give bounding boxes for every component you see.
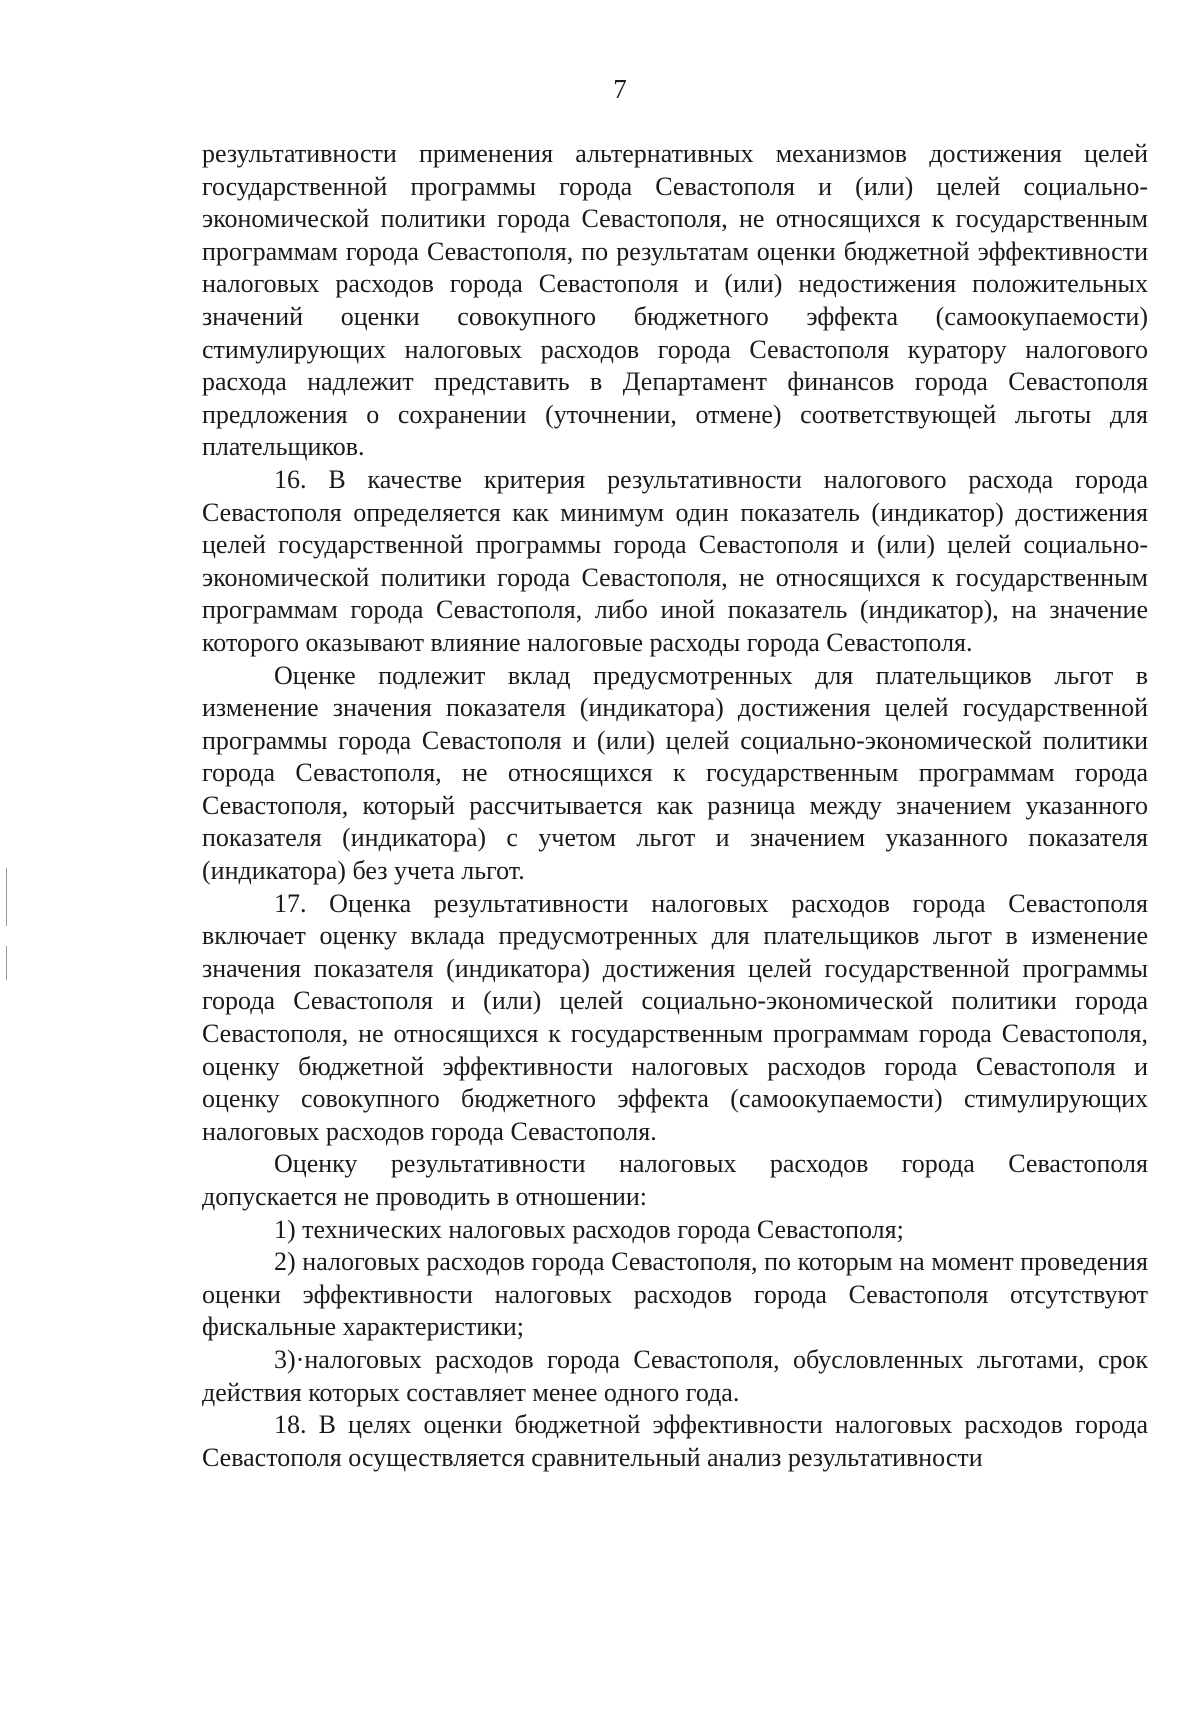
paragraph-17: 17. Оценка результативности налоговых расходов города Севастополя включает оценку вклада предусмотренных для плательщиков льгот в изменение значения показателя (индикатора) достижения целей государственной программы города Севастополя и (или) целей социально-экономической политики города Севастополя, не относящихся к государственным программам города Севастополя, оценку бюджетной эффективности налоговых расходов города Севастополя и оценку совокупного бюджетного эффекта (самоокупаемости) стимулирующих налоговых расходов города Севастополя. — [202, 888, 1148, 1146]
list-item-2: 2) налоговых расходов города Севастополя, по которым на момент проведения оценки эффективности налоговых расходов города Севастополя отсутствуют фискальные характеристики; — [202, 1247, 1148, 1342]
document-body — [202, 138, 1148, 1474]
list-item-1: 1) технических налоговых расходов города Севастополя; — [274, 1214, 904, 1244]
paragraph-assessment-contribution: Оценке подлежит вклад предусмотренных для плательщиков льгот в изменение значения показателя (индикатора) достижения целей государственной программы города Севастополя и (или) целей социально-экономической политики города Севастополя, не относящихся к государственным программам города Севастополя, который рассчитывается как разница между значением указанного показателя (индикатора) с учетом льгот и значением указанного показателя (индикатора) без учета льгот. — [202, 660, 1148, 886]
page-number: 7 — [613, 74, 627, 104]
scan-edge-mark — [6, 868, 7, 926]
list-item-3: 3)·налоговых расходов города Севастополя, обусловленных льготами, срок действия которых составляет менее одного года. — [202, 1344, 1148, 1407]
paragraph-exemptions-intro: Оценку результативности налоговых расходов города Севастополя допускается не проводить в отношении: — [202, 1149, 1148, 1211]
paragraph-continuation: результативности применения альтернативных механизмов достижения целей государственной программы города Севастополя и (или) целей социально-экономической политики города Севастополя, не относящихся к государственным программам города Севастополя, по результатам оценки бюджетной эффективности налоговых расходов города Севастополя и (или) недостижения положительных значений оценки совокупного бюджетного эффекта (самоокупаемости) стимулирующих налоговых расходов города Севастополя куратору налогового расхода надлежит представить в Департамент финансов города Севастополя предложения о сохранении (уточнении, отмене) соответствующей льготы для плательщиков. — [202, 139, 1148, 462]
paragraph-18: 18. В целях оценки бюджетной эффективности налоговых расходов города Севастополя осуществляется сравнительный анализ результативности — [202, 1410, 1148, 1472]
paragraph-16: 16. В качестве критерия результативности налогового расхода города Севастополя определяется как минимум один показатель (индикатор) достижения целей государственной программы города Севастополя и (или) целей социально-экономической политики города Севастополя, не относящихся к государственным программам города Севастополя, либо иной показатель (индикатор), на значение которого оказывают влияние налоговые расходы города Севастополя. — [202, 464, 1148, 657]
scan-edge-mark — [6, 946, 7, 980]
